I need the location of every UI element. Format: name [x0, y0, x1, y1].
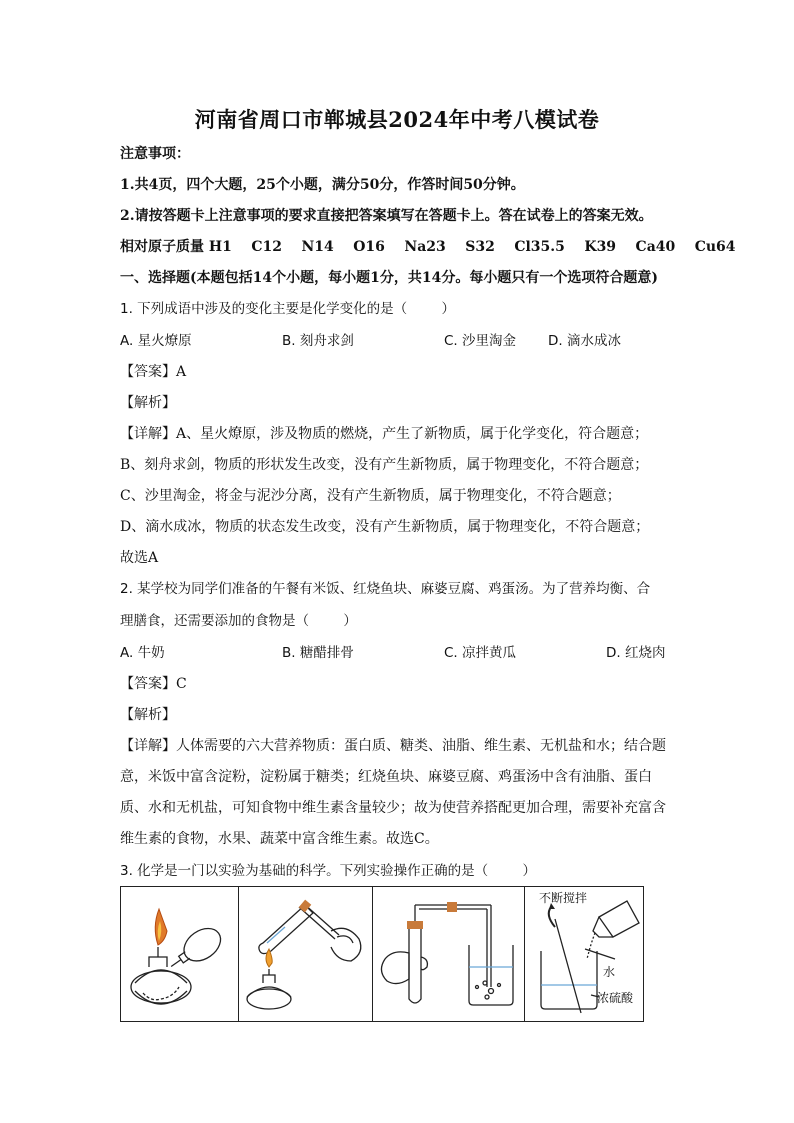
q1-detail-line: C、沙里淘金，将金与泥沙分离，没有产生新物质，属于物理变化，不符合题意； [120, 488, 621, 504]
q2-option-c: C. 凉拌黄瓜 [444, 645, 517, 661]
q1-detail-line: B、刻舟求剑，物质的形状发生改变，没有产生新物质，属于物理变化，不符合题意； [120, 457, 649, 473]
q3-stem: 3. 化学是一门以实验为基础的科学。下列实验操作正确的是（ ） [120, 863, 537, 879]
airtightness-illustration [373, 887, 525, 1021]
q1-answer: 【答案】A [120, 364, 187, 380]
q2-option-a: A. 牛奶 [120, 645, 165, 661]
q2-stem-line-1: 2. 某学校为同学们准备的午餐有米饭、红烧鱼块、麻婆豆腐、鸡蛋汤。为了营养均衡、合 [120, 581, 651, 597]
stir-label: 不断搅拌 [539, 891, 588, 905]
q1-analysis-label: 【解析】 [120, 395, 176, 411]
notice-item-2: 2.请按答题卡上注意事项的要求直接把答案填写在答题卡上。答在试卷上的答案无效。 [120, 208, 653, 224]
q2-analysis-label: 【解析】 [120, 707, 176, 723]
figure-diluting-acid [525, 887, 643, 1021]
page-title: 河南省周口市郸城县2024年中考八模试卷 [194, 107, 600, 132]
q2-answer: 【答案】C [120, 676, 187, 692]
q1-detail-line: D、滴水成冰，物质的状态发生改变，没有产生新物质，属于物理变化，不符合题意； [120, 519, 650, 535]
q2-option-b: B. 糖醋排骨 [282, 645, 354, 661]
acid-label: 浓硫酸 [597, 991, 634, 1005]
q2-detail-line: 【详解】人体需要的六大营养物质：蛋白质、糖类、油脂、维生素、无机盐和水；结合题 [120, 738, 666, 754]
q2-option-d: D. 红烧肉 [606, 645, 666, 661]
experiment-figure-table [120, 886, 644, 1022]
q2-stem-line-2: 理膳食，还需要添加的食物是（ ） [120, 613, 357, 629]
notice-item-1: 1.共4页，四个大题，25个小题，满分50分，作答时间50分钟。 [120, 177, 525, 193]
test-tube-heating-illustration [239, 887, 373, 1021]
q1-stem: 1. 下列成语中涉及的变化主要是化学变化的是（ ） [120, 301, 456, 317]
water-label: 水 [603, 965, 616, 979]
q1-option-c: C. 沙里淘金 [444, 333, 517, 349]
q1-option-d: D. 滴水成冰 [548, 333, 621, 349]
figure-heating-test-tube [239, 887, 373, 1021]
q1-option-a: A. 星火燎原 [120, 333, 192, 349]
atomic-masses: 相对原子质量 H1 C12 N14 O16 Na23 S32 Cl35.5 K39 Ca40 Cu64 [120, 239, 736, 255]
alcohol-lamp-illustration [121, 887, 239, 1021]
q1-detail-line: 【详解】A、星火燎原，涉及物质的燃烧，产生了新物质，属于化学变化，符合题意； [120, 426, 649, 442]
figure-lighting-lamp [121, 887, 239, 1021]
q2-detail-line: 维生素的食物，水果、蔬菜中富含维生素。故选C。 [120, 831, 439, 847]
q1-detail-line: 故选A [120, 550, 159, 566]
q1-option-b: B. 刻舟求剑 [282, 333, 354, 349]
section-heading: 一、选择题(本题包括14个小题，每小题1分，共14分。每小题只有一个选项符合题意) [120, 270, 658, 286]
figure-airtightness-check [373, 887, 525, 1021]
notice-heading: 注意事项： [120, 146, 190, 162]
q2-detail-line: 质、水和无机盐，可知食物中维生素含量较少；故为使营养搭配更加合理，需要补充富含 [120, 800, 666, 816]
q2-detail-line: 意，米饭中富含淀粉，淀粉属于糖类；红烧鱼块、麻婆豆腐、鸡蛋汤中含有油脂、蛋白 [120, 769, 652, 785]
